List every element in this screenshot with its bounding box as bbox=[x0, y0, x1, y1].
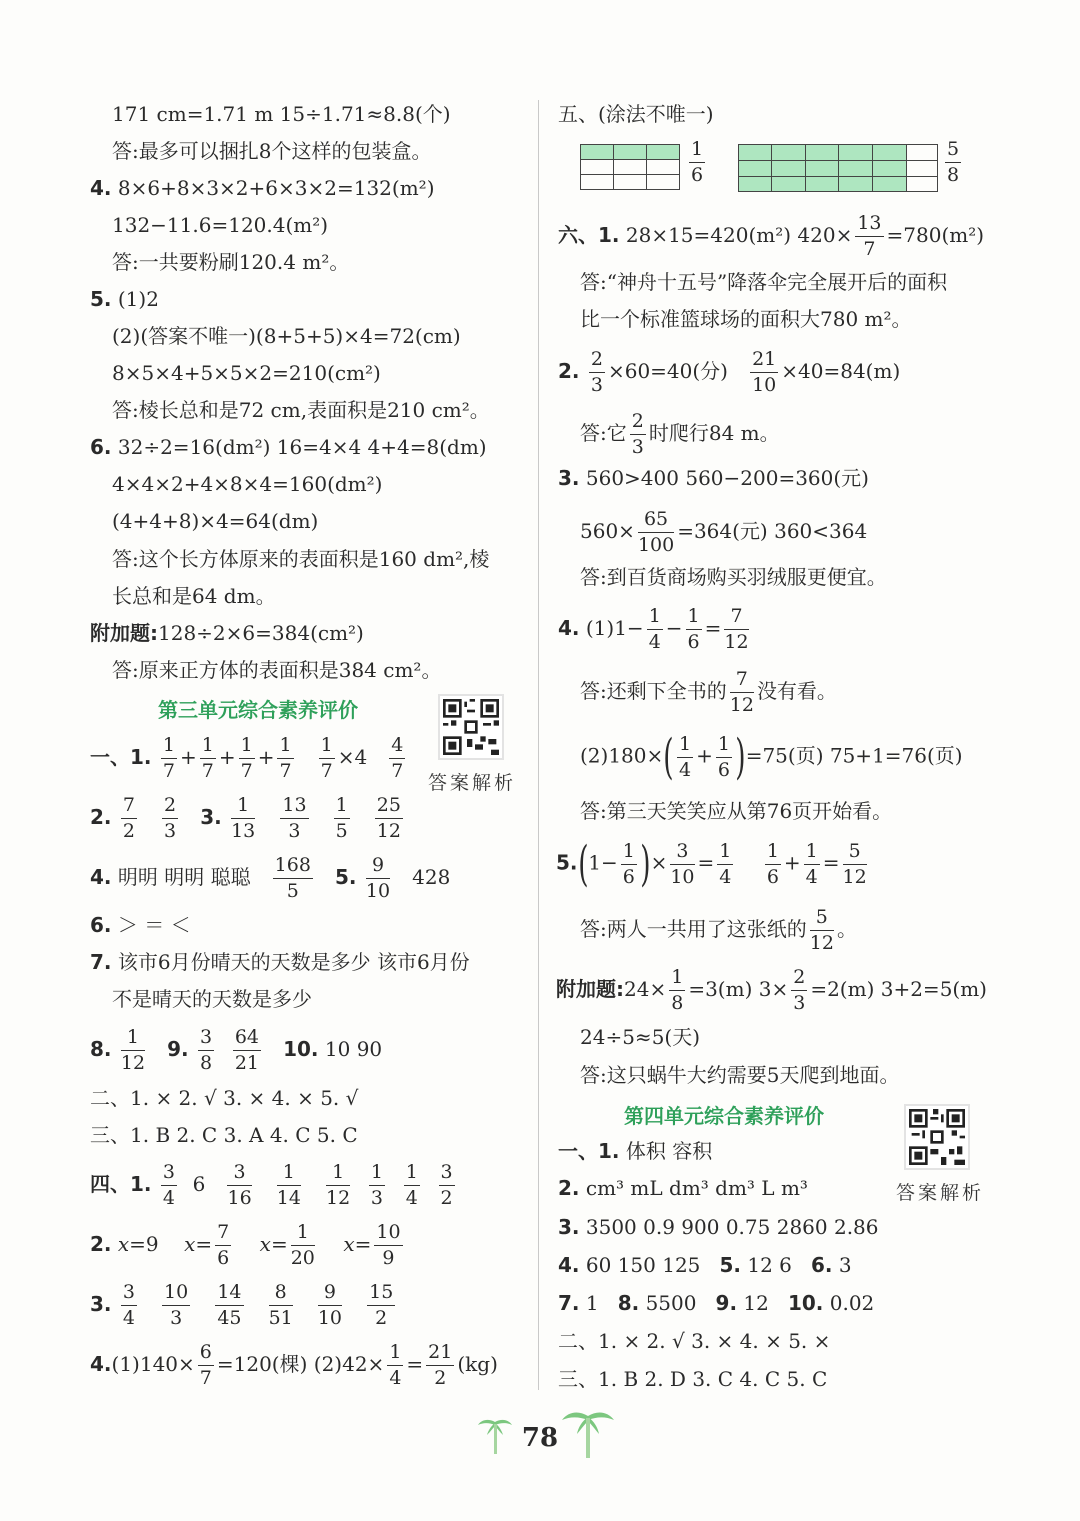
s3-q6: 6. ＞ ＝ ＜ bbox=[90, 913, 191, 937]
left-line-16: 答:原来正方体的表面积是384 cm²。 bbox=[112, 658, 442, 682]
s3-part4-q3: 3. $\frac{3}{4}$ $\frac{10}{3}$ $\frac{14}{45}$ $\frac{8}{51}$ $\frac{9}{10}$ $\frac{15}{2}$ bbox=[90, 1281, 394, 1329]
part6-q4-part2: (2)180×( $\frac{1}{4}$ + $\frac{1}{6}$ )=75(页) 75+1=76(页) bbox=[580, 729, 963, 785]
s4-q7-q10: 7. 1 8. 5500 9. 12 10. 0.02 bbox=[558, 1291, 875, 1315]
problem-4: 4. 8×6+8×3×2+6×3×2=132(m²) bbox=[90, 176, 435, 200]
part6-q5-answer: 答:两人一共用了这张纸的 $\frac{5}{12}$ 。 bbox=[580, 906, 857, 954]
section-4-title: 第四单元综合素养评价 bbox=[624, 1104, 824, 1128]
s4-q3: 3. 3500 0.9 900 0.75 2860 2.86 bbox=[558, 1215, 879, 1239]
qr-label: 答案解析 bbox=[896, 1182, 985, 1204]
column-divider bbox=[538, 100, 539, 1390]
section-3-title: 第三单元综合素养评价 bbox=[158, 698, 358, 722]
part6-q3-answer: 答:到百货商场购买羽绒服更便宜。 bbox=[580, 565, 887, 589]
s4-q4-q6: 4. 60 150 125 5. 12 6 6. 3 bbox=[558, 1253, 852, 1277]
part6-q2: 2. $\frac{2}{3}$ ×60=40(分) $\frac{21}{10}$ ×40=84(m) bbox=[558, 348, 901, 396]
s4-q2: 2. cm³ mL dm³ dm³ L m³ bbox=[558, 1176, 808, 1200]
palm-tree-icon bbox=[562, 1408, 614, 1458]
s3-part4-q2: 2. x=9 x= $\frac{7}{6}$ x= $\frac{1}{20}$ x= $\frac{10}{9}$ bbox=[90, 1221, 401, 1269]
grid-1-fraction: $\frac{1}{6}$ bbox=[691, 138, 704, 186]
left-line-4: 132−11.6=120.4(m²) bbox=[112, 213, 329, 237]
left-line-8: 8×5×4+5×5×2=210(cm²) bbox=[112, 361, 381, 385]
page-number: 78 bbox=[521, 1423, 559, 1453]
part6-q4-answer-2: 答:第三天笑笑应从第76页开始看。 bbox=[580, 799, 893, 823]
s3-part4-q4: 4.(1)140× $\frac{6}{7}$ =120(棵) (2)42× $\frac{1}{4}$ = $\frac{21}{2}$ (kg) bbox=[90, 1341, 498, 1389]
part6-q5: 5.(1− $\frac{1}{6}$ )× $\frac{3}{10}$ = $\frac{1}{4}$ $\frac{1}{6}$ + $\frac{1}{4}$ = $\frac{5}{12}$ bbox=[556, 836, 867, 892]
grid-2-fraction: $\frac{5}{8}$ bbox=[947, 138, 960, 186]
fraction-grid-5-8 bbox=[738, 144, 938, 192]
qr-label: 答案解析 bbox=[428, 772, 517, 794]
left-line-5: 答:一共要粉刷120.4 m²。 bbox=[112, 250, 350, 274]
part6-q2-answer: 答:它 $\frac{2}{3}$ 时爬行84 m。 bbox=[580, 410, 780, 458]
bonus-label: 附加题: bbox=[90, 621, 158, 645]
left-line-9: 答:棱长总和是72 cm,表面积是210 cm²。 bbox=[112, 398, 490, 422]
s3-q7: 7. 该市6月份晴天的天数是多少 该市6月份 bbox=[90, 950, 470, 974]
part5-title: 五、(涂法不唯一) bbox=[558, 102, 714, 126]
s3-q1: 一、1. $\frac{1}{7}$ + $\frac{1}{7}$ + $\frac{1}{7}$ + $\frac{1}{7}$ $\frac{1}{7}$ ×4 $\frac{4}{7}$ bbox=[90, 734, 404, 782]
s3-q7-line2: 不是晴天的天数是多少 bbox=[112, 987, 312, 1011]
s3-part3: 三、1. B 2. C 3. A 4. C 5. C bbox=[90, 1123, 358, 1147]
part6-q3: 3. 560>400 560−200=360(元) bbox=[558, 466, 869, 490]
left-line-13: 答:这个长方体原来的表面积是160 dm²,棱 bbox=[112, 547, 490, 571]
problem-number: 6. bbox=[90, 435, 112, 459]
s3-q4-q5: 4. 明明 明明 聪聪 $\frac{168}{5}$ 5. $\frac{9}{10}$ 428 bbox=[90, 854, 451, 902]
s4-part3: 三、1. B 2. D 3. C 4. C 5. C bbox=[558, 1367, 828, 1391]
left-line-11: 4×4×2+4×8×4=160(dm²) bbox=[112, 472, 383, 496]
s3-part4-q1: 四、1. $\frac{3}{4}$ 6 $\frac{3}{16}$ $\frac{1}{14}$ $\frac{1}{12}$ $\frac{1}{3}$ $\frac{1}{4}$ $\frac{3}{2}$ bbox=[90, 1161, 453, 1209]
problem-number: 5. bbox=[90, 287, 112, 311]
left-line-7: (2)(答案不唯一)(8+5+5)×4=72(cm) bbox=[112, 324, 461, 348]
part6-q4: 4. (1)1− $\frac{1}{4}$ − $\frac{1}{6}$ = $\frac{7}{12}$ bbox=[558, 605, 749, 653]
left-line-1: 171 cm=1.71 m 15÷1.71≈8.8(个) bbox=[112, 102, 451, 126]
right-bonus-problem: 附加题:24× $\frac{1}{8}$ =3(m) 3× $\frac{2}{3}$ =2(m) 3+2=5(m) bbox=[556, 966, 987, 1014]
part6-q1-answer-2: 比一个标准篮球场的面积大780 m²。 bbox=[580, 307, 912, 331]
fraction-grid-1-6 bbox=[580, 144, 680, 190]
bonus-problem: 附加题:128÷2×6=384(cm²) bbox=[90, 621, 364, 645]
qr-code-icon[interactable] bbox=[904, 1104, 970, 1170]
part6-q3-line2: 560× $\frac{65}{100}$ =364(元) 360<364 bbox=[580, 508, 868, 556]
left-line-12: (4+4+8)×4=64(dm) bbox=[112, 509, 319, 533]
part6-q4-answer: 答:还剩下全书的 $\frac{7}{12}$ 没有看。 bbox=[580, 668, 837, 716]
part6-q1-answer: 答:“神舟十五号”降落伞完全展开后的面积 bbox=[580, 270, 948, 294]
right-bonus-answer: 答:这只蜗牛大约需要5天爬到地面。 bbox=[580, 1063, 900, 1087]
s3-q8-q10: 8. $\frac{1}{12}$ 9. $\frac{3}{8}$ $\frac{64}{21}$ 10. 10 90 bbox=[90, 1026, 383, 1074]
part6-q1: 六、1. 28×15=420(m²) 420× $\frac{13}{7}$ =780(m²) bbox=[558, 212, 985, 260]
left-line-14: 长总和是64 dm。 bbox=[112, 584, 276, 608]
right-bonus-line2: 24÷5≈5(天) bbox=[580, 1025, 701, 1049]
s4-part2: 二、1. × 2. √ 3. × 4. × 5. × bbox=[558, 1329, 831, 1353]
qr-code-icon[interactable] bbox=[438, 694, 504, 760]
problem-number: 4. bbox=[90, 176, 112, 200]
problem-6: 6. 32÷2=16(dm²) 16=4×4 4+4=8(dm) bbox=[90, 435, 487, 459]
left-line-2: 答:最多可以捆扎8个这样的包装盒。 bbox=[112, 139, 432, 163]
problem-5: 5. (1)2 bbox=[90, 287, 159, 311]
s4-q1: 一、1. 体积 容积 bbox=[558, 1139, 713, 1163]
s3-part2: 二、1. × 2. √ 3. × 4. × 5. √ bbox=[90, 1086, 359, 1110]
s3-q2-q3: 2. $\frac{7}{2}$ $\frac{2}{3}$ 3. $\frac{1}{13}$ $\frac{13}{3}$ $\frac{1}{5}$ $\frac{25}{12}$ bbox=[90, 794, 401, 842]
